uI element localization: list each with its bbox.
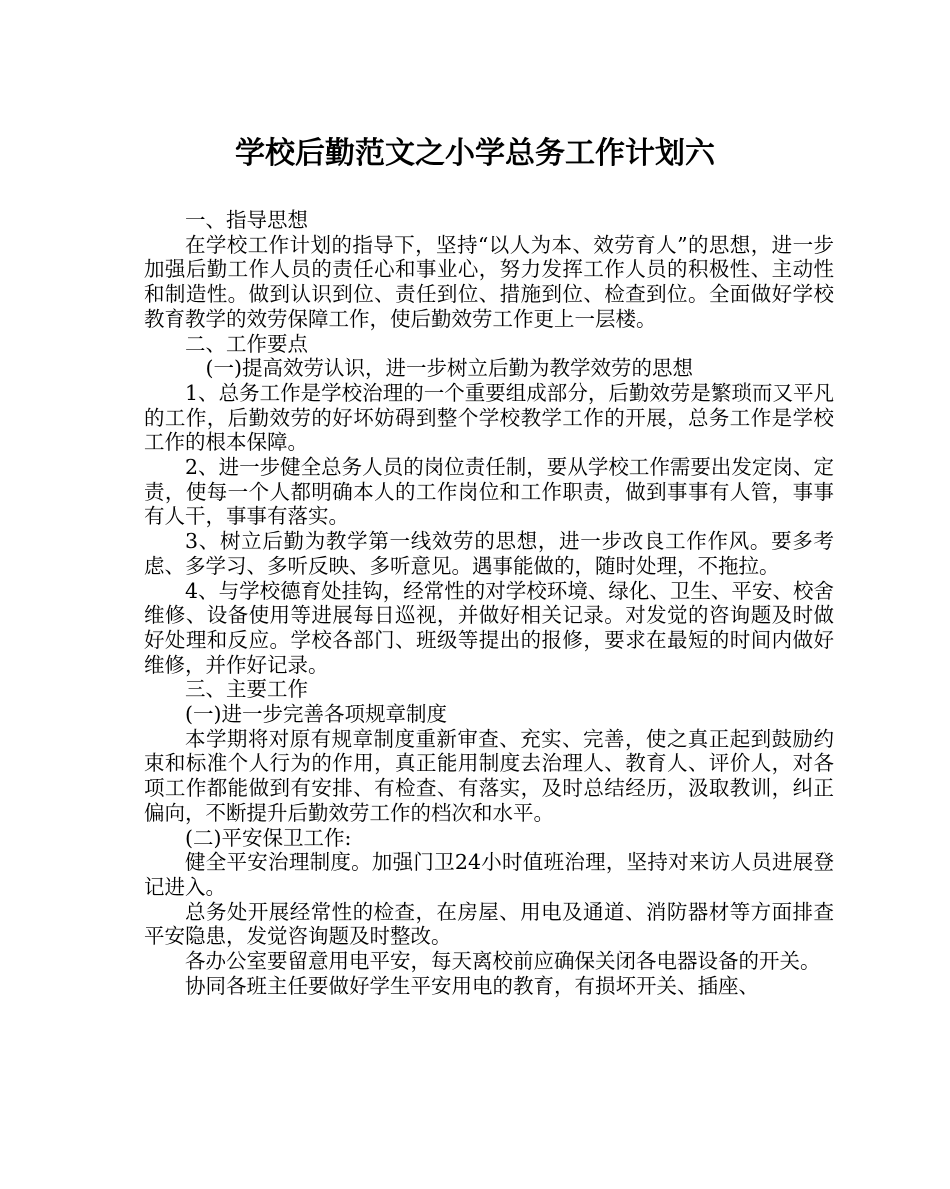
document-body xyxy=(144,208,834,999)
paragraph: 本学期将对原有规章制度重新审查、充实、完善，使之真正起到鼓励约束和标准个人行为的作用，真正能用制度去治理人、教育人、评价人，对各项工作都能做到有安排、有检查、有落实，及时总结经历，汲取教训，纠正偏向，不断提升后勤效劳工作的档次和水平。 xyxy=(144,726,834,825)
section-heading: 一、指导思想 xyxy=(185,208,308,232)
paragraph: 1、总务工作是学校治理的一个重要组成部分，后勤效劳是繁琐而又平凡的工作，后勤效劳的好坏妨碍到整个学校教学工作的开展，总务工作是学校工作的根本保障。 xyxy=(144,380,834,455)
section-heading: 二、工作要点 xyxy=(185,331,308,356)
paragraph: 3、树立后勤为教学第一线效劳的思想，进一步改良工作作风。要多考虑、多学习、多听反映、多听意见。遇事能做的，随时处理，不拖拉。 xyxy=(144,529,834,578)
subsection-heading: (一)进一步完善各项规章制度 xyxy=(185,702,447,727)
paragraph: 在学校工作计划的指导下，坚持“以人为本、效劳育人”的思想，进一步加强后勤工作人员的责任心和事业心，努力发挥工作人员的积极性、主动性和制造性。做到认识到位、责任到位、措施到位、检查到位。全面做好学校教育教学的效劳保障工作，使后勤效劳工作更上一层楼。 xyxy=(144,232,834,331)
subsection-heading: (一)提高效劳认识，进一步树立后勤为教学效劳的思想 xyxy=(205,356,693,381)
subsection-heading: (二)平安保卫工作: xyxy=(185,825,352,850)
document-title: 学校后勤范文之小学总务工作计划六 xyxy=(235,136,715,171)
paragraph: 协同各班主任要做好学生平安用电的教育，有损坏开关、插座、 xyxy=(185,973,759,998)
section-heading: 三、主要工作 xyxy=(185,677,308,702)
paragraph: 4、与学校德育处挂钩，经常性的对学校环境、绿化、卫生、平安、校舍维修、设备使用等进展每日巡视，并做好相关记录。对发觉的咨询题及时做好处理和反应。学校各部门、班级等提出的报修，要求在最短的时间内做好维修，并作好记录。 xyxy=(144,578,834,677)
paragraph: 总务处开展经常性的检查，在房屋、用电及通道、消防器材等方面排查平安隐患，发觉咨询题及时整改。 xyxy=(144,899,834,949)
paragraph: 健全平安治理制度。加强门卫24小时值班治理，坚持对来访人员进展登记进入。 xyxy=(144,850,834,899)
paragraph: 各办公室要留意用电平安，每天离校前应确保关闭各电器设备的开关。 xyxy=(185,949,821,974)
paragraph: 2、进一步健全总务人员的岗位责任制，要从学校工作需要出发定岗、定责，使每一个人都明确本人的工作岗位和工作职责，做到事事有人管，事事有人干，事事有落实。 xyxy=(144,455,834,529)
